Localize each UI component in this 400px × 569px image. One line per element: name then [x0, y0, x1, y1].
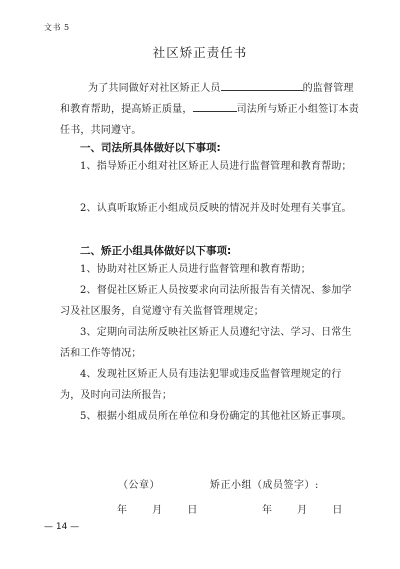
page-number: — 14 —	[44, 522, 80, 532]
document-title: 社区矫正责任书	[152, 45, 248, 60]
intro-text-2: 的监督管理和教育帮助，提高矫正质量，	[60, 83, 354, 115]
section1-item-1: 1、指导矫正小组对社区矫正人员进行监督管理和教育帮助；	[80, 161, 352, 172]
official-seal-label: （公章）	[118, 480, 160, 491]
doc-label: 文书 5	[44, 23, 70, 32]
section2-heading: 二、矫正小组具体做好以下事项:	[80, 245, 232, 257]
section1-heading: 一、司法所具体做好以下事项:	[80, 142, 221, 154]
intro-text-1: 为了共同做好对社区矫正人员	[88, 83, 221, 94]
section2-item-2: 2、督促社区矫正人员按要求向司法所报告有关情况、参加学习及社区服务，自觉遵守有关监督管理规定；	[60, 285, 352, 317]
signature-date: 年 月 日	[262, 505, 343, 516]
section2-item-3: 3、定期向司法所反映社区矫正人员遵纪守法、学习、日常生活和工作等情况；	[60, 327, 352, 359]
intro-text-3: 司法所与矫正小组签订本责任书，共同遵守。	[60, 104, 360, 136]
section2-item-5: 5、根据小组成员所在单位和身份确定的其他社区矫正事项。	[80, 411, 352, 422]
seal-date: 年 月 日	[117, 505, 198, 516]
section2-item-4: 4、发现社区矫正人员有违法犯罪或违反监督管理规定的行为，及时向司法所报告；	[60, 369, 342, 401]
group-signature-label: 矫正小组（成员签字）:	[210, 480, 319, 491]
office-blank-line[interactable]	[193, 100, 237, 112]
intro-paragraph	[60, 78, 360, 141]
name-blank-line[interactable]	[221, 79, 303, 91]
section1-item-2: 2、认真听取矫正小组成员反映的情况并及时处理有关事宜。	[80, 203, 352, 214]
section2-item-1: 1、协助对社区矫正人员进行监督管理和教育帮助；	[80, 264, 311, 275]
